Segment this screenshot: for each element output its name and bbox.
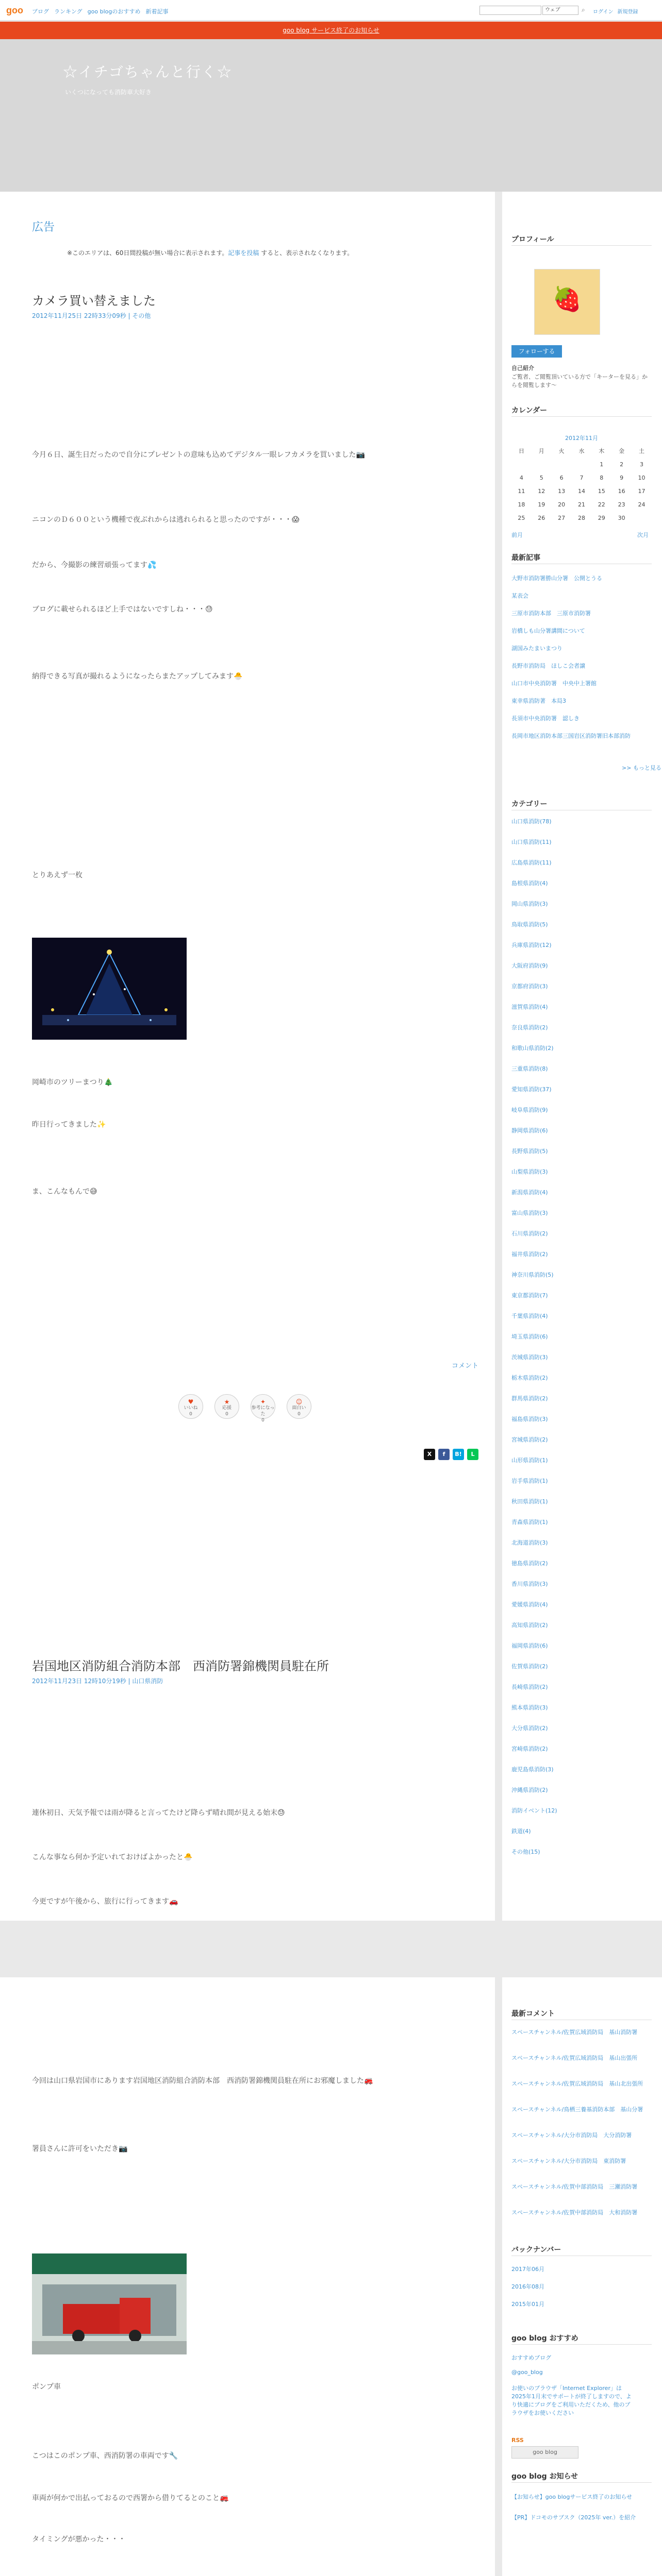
reaction-buttons [178, 1394, 311, 1423]
top-nav-ranking[interactable]: ランキング [54, 8, 82, 15]
goo-blog-x-link[interactable]: @goo_blog [511, 2369, 543, 2376]
calendar-day: 5 [539, 474, 543, 481]
calendar-day: 11 [518, 487, 525, 495]
category-link[interactable]: 福岡県消防(6) [511, 1642, 548, 1649]
recent-comment-link[interactable]: スペースチャンネル/佐賀中部消防局 三瀬消防署 [511, 2183, 638, 2190]
entry-meta: 2012年11月25日 22時33分09秒 | その他 [32, 312, 151, 319]
category-link[interactable]: 熊本県消防(3) [511, 1704, 548, 1711]
calendar-day: 16 [618, 487, 625, 495]
category-link[interactable]: 静岡県消防(6) [511, 1127, 548, 1134]
sidebar [502, 192, 662, 1921]
reaction-cheer-button[interactable] [214, 1394, 239, 1419]
top-nav-recommend[interactable]: goo blogのおすすめ [87, 8, 141, 15]
category-link[interactable]: 宮城県消防(2) [511, 1436, 548, 1443]
entry-paragraph: 今更ですが午後から、旅行に行ってきます🚗 [32, 1897, 178, 1906]
search-icon[interactable]: ⌕ [582, 6, 585, 13]
category-link[interactable]: 鳥取県消防(5) [511, 921, 548, 928]
entry-paragraph: 今月６日、誕生日だったので自分にプレゼントの意味も込めてデジタル一眼レフカメラを買いました📷 [32, 451, 365, 459]
calendar-title: 2012年11月 [565, 435, 598, 442]
calendar-day: 12 [538, 487, 545, 495]
calendar-day [632, 511, 652, 524]
reaction-helpful-button[interactable] [251, 1394, 275, 1423]
calendar-day: 1 [600, 461, 604, 468]
recent-article-link[interactable]: 三原市消防本部 三原市消防署 [511, 610, 591, 617]
category-link[interactable]: 大阪府消防(9) [511, 962, 548, 969]
recent-comment-link[interactable]: スペースチャンネル/佐賀広域消防局 基山出張所 [511, 2055, 638, 2061]
blog-description: いくつになっても消防車大好き [65, 89, 152, 96]
calendar-day: 24 [638, 501, 646, 508]
backnumber-link[interactable]: 2015年01月 [511, 2301, 544, 2308]
category-link[interactable]: 徳島県消防(2) [511, 1560, 548, 1567]
goo-recommend-heading: goo blog おすすめ [511, 2334, 578, 2343]
entry-date: 2012年11月23日 12時10分19秒 [32, 1677, 126, 1685]
sidebar-divider [511, 245, 652, 246]
pump-truck-photo[interactable] [32, 2253, 187, 2354]
entry-paragraph: ニコンのＤ６００という機種で夜ぶれからは逃れられると思ったのですが・・・😱 [32, 516, 300, 524]
calendar-table [511, 444, 652, 524]
recommend-link[interactable]: おすすめブログ [511, 2354, 552, 2361]
category-link[interactable]: 島根県消防(4) [511, 880, 548, 887]
calendar-day: 2 [620, 461, 624, 468]
calendar-day [572, 457, 592, 471]
profile-avatar[interactable]: 🍓 [534, 269, 600, 335]
entry-title[interactable]: カメラ買い替えました [32, 294, 156, 308]
rss-icon[interactable]: RSS [511, 2437, 524, 2444]
recent-more-link[interactable]: >> もっと見る [622, 765, 661, 771]
category-link[interactable]: 千葉県消防(4) [511, 1313, 548, 1319]
category-link[interactable]: 滋賀県消防(4) [511, 1004, 548, 1010]
category-link[interactable]: 埼玉県消防(6) [511, 1333, 548, 1340]
category-link[interactable]: その他(15) [511, 1849, 540, 1855]
service-end-notice-bar [0, 22, 662, 39]
entry-paragraph: ま、こんなもんで😅 [32, 1188, 97, 1196]
recent-article-link[interactable]: 長須市中央消防署 認しき [511, 715, 580, 722]
entry-paragraph: ポンプ車 [32, 2383, 61, 2391]
ad-note [67, 248, 479, 257]
line-icon[interactable]: L [467, 1449, 478, 1460]
post-article-link[interactable]: 記事を投稿 [228, 249, 259, 257]
calendar-day: 9 [620, 474, 624, 481]
backnumber-link[interactable]: 2017年06月 [511, 2266, 544, 2273]
category-link[interactable]: 石川県消防(2) [511, 1230, 548, 1237]
calendar-day: 22 [598, 501, 605, 508]
calendar-day: 3 [640, 461, 644, 468]
calendar-day: 17 [638, 487, 646, 495]
ad-note-suffix: すると、表示されなくなります。 [259, 249, 354, 257]
entry-paragraph: 署員さんに許可をいただき📷 [32, 2145, 128, 2153]
category-link[interactable]: 愛媛県消防(4) [511, 1601, 548, 1608]
x-icon[interactable]: X [424, 1449, 435, 1460]
category-link[interactable]: 茨城県消防(3) [511, 1354, 548, 1361]
recent-comment-link[interactable]: スペースチャンネル/鳥栖三養基消防本部 基山分署 [511, 2106, 643, 2113]
calendar-day [552, 457, 572, 471]
calendar-day: 29 [598, 514, 605, 521]
category-link[interactable]: 京都府消防(3) [511, 983, 548, 990]
calendar-day: 18 [518, 501, 525, 508]
category-link[interactable]: 宮崎県消防(2) [511, 1745, 548, 1752]
backnumber-heading: バックナンバー [511, 2246, 561, 2254]
recent-article-link[interactable]: 山口市中央消防署 中央中上署館 [511, 680, 597, 687]
calendar-day-header: 土 [639, 448, 645, 454]
profile-heading: プロフィール [511, 235, 554, 244]
christmas-tree-illustration [32, 938, 187, 1040]
category-link[interactable]: 福島県消防(3) [511, 1416, 548, 1422]
sidebar-continued [502, 1977, 662, 2576]
calendar-day: 25 [518, 514, 525, 521]
top-nav-new[interactable]: 新着記事 [145, 8, 169, 15]
recent-article-link[interactable]: 長野市消防局 ほしこ会者譲 [511, 663, 585, 669]
comment-link[interactable]: コメント [452, 1362, 479, 1370]
entry-paragraph: 納得できる写真が撮れるようになったらまたアップしてみます🐣 [32, 672, 243, 681]
entry-paragraph: 連休初日、天気予報では雨が降ると言ってたけど降らず晴れ間が見える始末😓 [32, 1809, 285, 1817]
category-link[interactable]: 香川県消防(3) [511, 1581, 548, 1587]
entry-category-link[interactable]: 山口県消防 [132, 1677, 163, 1685]
calendar-day: 6 [559, 474, 564, 481]
calendar-day: 19 [538, 501, 545, 508]
recent-article-link[interactable]: 大野市消防署勝山分署 公開とうる [511, 575, 602, 582]
calendar-day: 8 [600, 474, 604, 481]
share-buttons [424, 1449, 478, 1460]
reaction-label: 応援 [222, 1405, 231, 1411]
reaction-like-button[interactable] [178, 1394, 203, 1419]
register-link[interactable]: 新規登録 [617, 9, 638, 15]
category-link[interactable]: 山口県消防(11) [511, 839, 552, 845]
category-link[interactable]: 消防イベント(12) [511, 1807, 557, 1814]
calendar-day: 21 [577, 501, 585, 508]
category-link[interactable]: 山口県消防(78) [511, 818, 552, 825]
christmas-tree-photo[interactable] [32, 938, 187, 1040]
recent-comment-link[interactable]: スペースチャンネル/大分市消防局 東消防署 [511, 2158, 626, 2164]
category-link[interactable]: 神奈川県消防(5) [511, 1272, 554, 1278]
page-gap [0, 1921, 662, 1977]
calendar-day-header: 木 [599, 448, 605, 454]
recent-heading: 最新記事 [511, 554, 540, 562]
category-link[interactable]: 長野県消防(5) [511, 1148, 548, 1155]
reaction-label: 面白い [292, 1405, 306, 1411]
top-nav-blog[interactable]: ブログ [32, 8, 49, 15]
top-links [593, 7, 638, 15]
entry-category-link[interactable]: その他 [132, 312, 151, 319]
category-link[interactable]: 大分県消防(2) [511, 1725, 548, 1732]
category-heading: カテゴリー [511, 800, 548, 808]
entry-paragraph: 昨日行ってきました✨ [32, 1121, 106, 1129]
category-link[interactable]: 長崎県消防(2) [511, 1684, 548, 1690]
recent-article-link[interactable]: 岩橋しも山分署講間について [511, 628, 585, 634]
recent-article-link[interactable]: 湖国みたまいまつり [511, 645, 562, 652]
comments-heading: 最新コメント [511, 2010, 555, 2018]
search-input[interactable] [479, 6, 541, 15]
service-end-notice-link[interactable]: goo blog サービス終了のお知らせ [283, 27, 379, 34]
calendar-day: 28 [577, 514, 585, 521]
browser-support-notice[interactable]: お使いのブラウザ「Internet Explorer」は2025年1月末でサポートが終了しますので、より快適にブログをご利用いただくため、他のブラウザをお使いください [511, 2385, 632, 2416]
sidebar-divider [511, 416, 652, 417]
login-link[interactable]: ログイン [593, 9, 614, 15]
recent-article-link[interactable]: 東幸県消防著 本局3 [511, 698, 566, 704]
category-link[interactable]: 福井県消防(2) [511, 1251, 548, 1258]
entry-paragraph: 岡崎市のツリーまつり🎄 [32, 1078, 113, 1087]
calendar-day-header: 火 [558, 448, 565, 454]
main-column [0, 192, 495, 1921]
sidebar-divider [511, 2482, 652, 2483]
calendar-day: 4 [519, 474, 523, 481]
calendar-day: 13 [558, 487, 566, 495]
star-icon: ★ [224, 1398, 230, 1405]
entry-paragraph: とりあえず一枚 [32, 871, 82, 879]
facebook-icon[interactable]: f [438, 1449, 450, 1460]
category-link[interactable]: 兵庫県消防(12) [511, 942, 552, 948]
category-link[interactable]: 広島県消防(11) [511, 859, 552, 866]
recent-article-link[interactable]: 某表会 [511, 592, 528, 599]
reaction-label: 参考になった [251, 1405, 275, 1417]
calendar-day: 27 [558, 514, 566, 521]
category-link[interactable]: 青森県消防(1) [511, 1519, 548, 1526]
calendar-day: 15 [598, 487, 605, 495]
category-link[interactable]: 岡山県消防(3) [511, 901, 548, 907]
hatena-icon[interactable]: B! [453, 1449, 464, 1460]
top-bar [0, 0, 662, 21]
calendar-day: 26 [538, 514, 545, 521]
ad-heading: 広告 [32, 221, 55, 234]
calendar-day: 23 [618, 501, 625, 508]
category-link[interactable]: 沖縄県消防(2) [511, 1787, 548, 1793]
category-link[interactable]: 鉄道(4) [511, 1828, 531, 1835]
recent-comment-link[interactable]: スペースチャンネル/佐賀広域消防局 基山消防署 [511, 2029, 638, 2036]
calendar-day [511, 457, 532, 471]
blog-title[interactable]: ☆イチゴちゃんと行く☆ [63, 64, 233, 80]
calendar-day: 10 [638, 474, 646, 481]
goo-notice-link[interactable]: 【お知らせ】goo blogサービス終了のお知らせ [511, 2494, 633, 2500]
heart-icon: ♥ [188, 1398, 194, 1405]
entry-paragraph: タイミングが悪かった・・・ [32, 2535, 126, 2544]
recent-comment-link[interactable]: スペースチャンネル/大分市消防局 大分消防署 [511, 2132, 632, 2139]
entry-paragraph: こんな事なら何か予定いれておけばよかったと🐣 [32, 1853, 193, 1861]
category-link[interactable]: 群馬県消防(2) [511, 1395, 548, 1402]
category-link[interactable]: 山梨県消防(3) [511, 1168, 548, 1175]
calendar-next-link[interactable]: 次月 [637, 532, 649, 538]
goo-notice-heading: goo blog お知らせ [511, 2472, 578, 2481]
top-nav [32, 7, 168, 15]
reaction-count: 0 [189, 1412, 192, 1417]
entry-paragraph: 車両が何かで出払っておるので西署から借りてるとのこと🚒 [32, 2494, 229, 2502]
calendar-day: 30 [618, 514, 625, 521]
category-link[interactable]: 奈良県消防(2) [511, 1024, 548, 1031]
blog-header [0, 39, 662, 192]
category-link[interactable]: 和歌山県消防(2) [511, 1045, 554, 1052]
search-scope-select[interactable]: ウェブ [542, 6, 578, 15]
category-link[interactable]: 鹿児島県消防(3) [511, 1766, 554, 1773]
main-column-continued [0, 1977, 495, 2576]
calendar-day-header: 水 [578, 448, 585, 454]
calendar-heading: カレンダー [511, 406, 548, 415]
calendar-day-header: 金 [619, 448, 625, 454]
calendar-day: 14 [577, 487, 585, 495]
follow-button[interactable]: フォローする [511, 345, 562, 358]
lightbulb-icon: ✦ [260, 1398, 266, 1405]
reaction-count: 0 [261, 1418, 264, 1423]
goo-logo[interactable]: goo [6, 5, 23, 15]
category-link[interactable]: 愛知県消防(37) [511, 1086, 552, 1093]
entry-paragraph: だから、今撮影の練習頑張ってます💦 [32, 561, 157, 569]
entry-date: 2012年11月25日 22時33分09秒 [32, 312, 126, 319]
goo-blog-badge[interactable]: goo blog [511, 2446, 578, 2459]
calendar-day-header: 日 [518, 448, 524, 454]
entry-meta: 2012年11月23日 12時10分19秒 | 山口県消防 [32, 1677, 163, 1685]
profile-text: ご覧者、ご閲覧頂いている方で「キーターを見る」からを閲覧します～ [511, 374, 648, 388]
category-link[interactable]: 高知県消防(2) [511, 1622, 548, 1629]
calendar-day [532, 457, 552, 471]
category-link[interactable]: 三重県消防(8) [511, 1065, 548, 1072]
ad-note-prefix: ※このエリアは、60日間投稿が無い場合に表示されます。 [67, 249, 228, 257]
category-link[interactable]: 栃木県消防(2) [511, 1375, 548, 1381]
reaction-count: 0 [225, 1412, 228, 1417]
reaction-count: 0 [297, 1412, 301, 1417]
category-link[interactable]: 岩手県消防(1) [511, 1478, 548, 1484]
calendar-day: 7 [580, 474, 584, 481]
category-link[interactable]: 山形県消防(1) [511, 1457, 548, 1464]
calendar-day-header: 月 [538, 448, 544, 454]
category-link[interactable]: 北海道消防(3) [511, 1539, 548, 1546]
goo-notice-link[interactable]: 【PR】ドコモのサブスク（2025年 ver.）を紹介 [511, 2514, 636, 2521]
sidebar-divider [511, 2344, 652, 2345]
recent-comment-link[interactable]: スペースチャンネル/佐賀中部消防局 大和消防署 [511, 2209, 638, 2216]
entry-paragraph: ブログに載せられるほど上手ではないですしね・・・😓 [32, 605, 213, 614]
entry-paragraph: 今回は山口県岩国市にあります岩国地区消防組合消防本部 西消防署錦機関員駐在所にお邪魔しました🚒 [32, 2077, 373, 2085]
category-link[interactable]: 秋田県消防(1) [511, 1498, 548, 1505]
smile-icon: ☺ [295, 1398, 303, 1405]
backnumber-link[interactable]: 2016年08月 [511, 2283, 544, 2290]
category-link[interactable]: 新潟県消防(4) [511, 1189, 548, 1196]
profile-name: 自己紹介 [511, 365, 534, 371]
category-link[interactable]: 岐阜県消防(9) [511, 1107, 548, 1113]
calendar-prev-link[interactable]: 前月 [511, 532, 523, 538]
reaction-label: いいね [184, 1405, 198, 1411]
recent-comment-link[interactable]: スペースチャンネル/佐賀広域消防局 基山北出張所 [511, 2080, 643, 2087]
pump-truck-illustration [32, 2253, 187, 2354]
category-link[interactable]: 東京都消防(7) [511, 1292, 548, 1299]
reaction-funny-button[interactable] [287, 1394, 311, 1419]
category-link[interactable]: 佐賀県消防(2) [511, 1663, 548, 1670]
calendar-day: 20 [558, 501, 566, 508]
category-link[interactable]: 富山県消防(3) [511, 1210, 548, 1216]
entry-paragraph: こつはこのポンプ車、西消防署の車両です🔧 [32, 2452, 178, 2460]
recent-article-link[interactable]: 長岡市地区消防本部三国岩区消防署旧本部消防 [511, 733, 631, 739]
entry-title[interactable]: 岩国地区消防組合消防本部 西消防署錦機関員駐在所 [32, 1659, 329, 1673]
